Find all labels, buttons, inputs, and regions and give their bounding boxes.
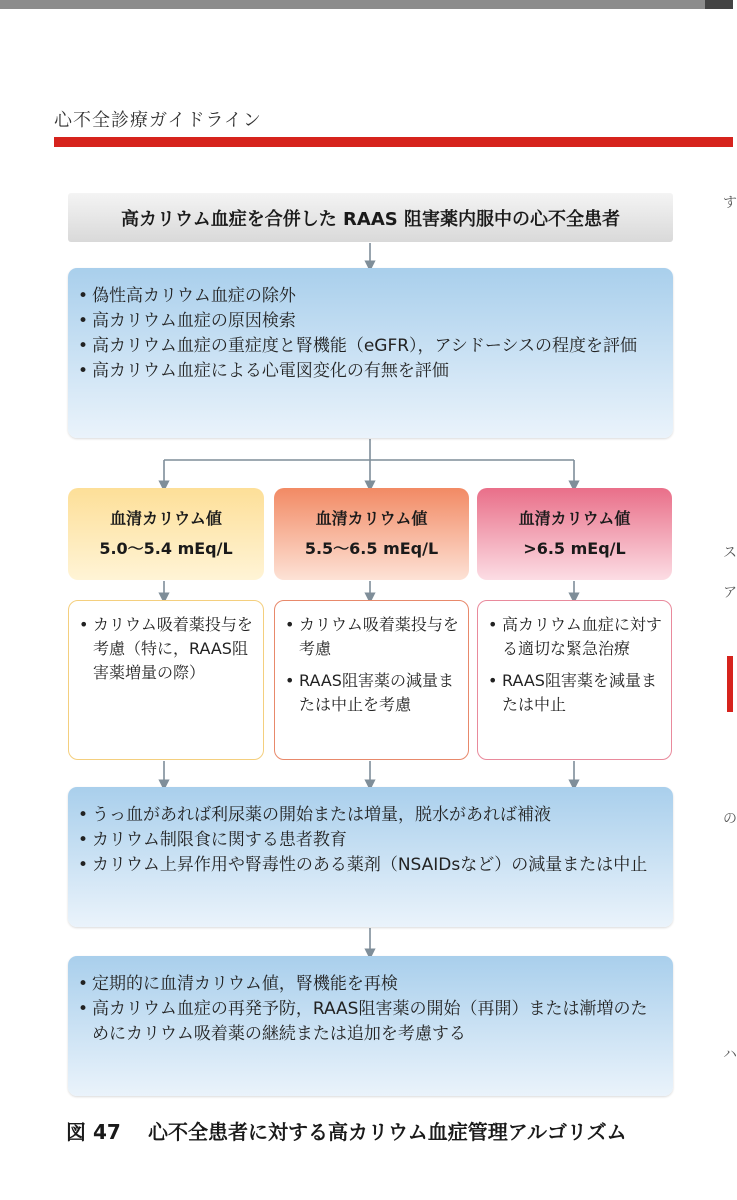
start-box: 高カリウム血症を合併した RAAS 阻害薬内服中の心不全患者 [68,193,673,242]
level-2-actions [274,600,469,760]
follow-up-item: • 高カリウム血症の再発予防，RAAS阻害薬の開始（再開）または漸増のためにカリウム吸着薬の継続または追加を考慮する [78,997,659,1047]
level-range: >6.5 mEq/L [523,539,626,558]
level-3-actions [477,600,672,760]
figure-title: 心不全患者に対する高カリウム血症管理アルゴリズム [148,1120,627,1144]
adjacent-page-text: の [723,811,737,827]
adjacent-page-text: ア [723,585,737,601]
level-range: 5.5〜6.5 mEq/L [304,539,439,558]
action-item: • RAAS阻害薬の減量または中止を考慮 [285,669,460,717]
adjacent-page-text: す [723,195,737,211]
action-item: • カリウム吸着薬投与を考慮 [285,613,460,661]
management-item: • うっ血があれば利尿薬の開始または増量，脱水があれば補液 [78,803,659,828]
level-1-actions [68,600,264,760]
potassium-level-1 [68,488,264,580]
assessment-item: • 高カリウム血症の原因検索 [78,309,659,334]
common-management-box [68,787,673,927]
assessment-item: • 高カリウム血症の重症度と腎機能（eGFR），アシドーシスの程度を評価 [78,334,659,359]
assessment-item: • 高カリウム血症による心電図変化の有無を評価 [78,359,659,384]
action-item: • RAAS阻害薬を減量または中止 [488,669,663,717]
assessment-item: • 偽性高カリウム血症の除外 [78,284,659,309]
assessment-box [68,268,673,438]
adjacent-page-text: ス [723,545,737,561]
level-label: 血清カリウム値 [518,509,631,528]
management-item: • カリウム上昇作用や腎毒性のある薬剤（NSAIDsなど）の減量または中止 [78,853,659,878]
action-item: • カリウム吸着薬投与を考慮（特に，RAAS阻害薬増量の際） [79,613,255,685]
action-item: • 高カリウム血症に対する適切な緊急治療 [488,613,663,661]
follow-up-box [68,956,673,1096]
management-item: • カリウム制限食に関する患者教育 [78,828,659,853]
adjacent-page-text: ハ [723,1047,737,1063]
level-range: 5.0〜5.4 mEq/L [99,539,233,558]
potassium-level-3 [477,488,672,580]
follow-up-item: • 定期的に血清カリウム値，腎機能を再検 [78,972,659,997]
level-label: 血清カリウム値 [110,509,222,528]
book-title: 心不全診療ガイドライン [54,110,262,131]
figure-number: 図 47 [66,1120,121,1144]
level-label: 血清カリウム値 [315,509,428,528]
potassium-level-2 [274,488,469,580]
